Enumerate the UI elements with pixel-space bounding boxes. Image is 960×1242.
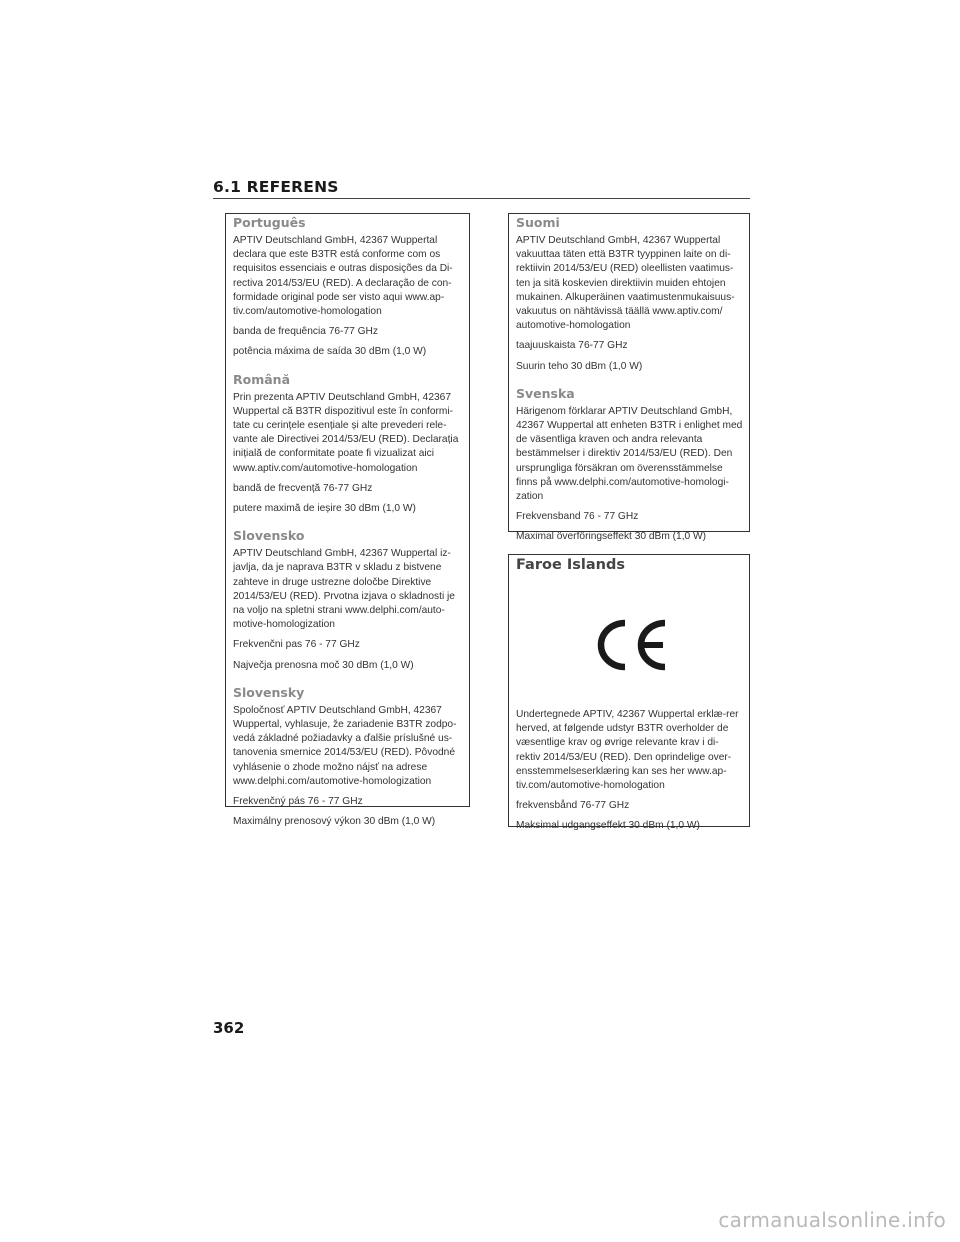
declaration-text: APTIV Deutschland GmbH, 42367 Wuppertal declara que este B3TR está conforme com os requisitos essenciais e outras disposições da Di-rectiva 2014/53/EU (RED). A declaração de con-formidade original pode ser visto aqui www.ap-tiv.com/automotive-homologation: [233, 235, 453, 318]
lang-block-slovensky: [233, 685, 463, 830]
faroe-declaration: [516, 708, 743, 840]
max-power: Suurin teho 30 dBm (1,0 W): [516, 360, 643, 372]
max-power: potência máxima de saída 30 dBm (1,0 W): [233, 346, 427, 358]
declarations-box-left: [225, 213, 470, 828]
frequency-band: taajuuskaista 76-77 GHz: [516, 340, 628, 352]
frequency-band: banda de frequência 76-77 GHz: [233, 326, 378, 338]
frequency-band: Frekvenčni pas 76 - 77 GHz: [233, 639, 360, 651]
max-power: Maximal överföringseffekt 30 dBm (1,0 W): [516, 531, 707, 543]
max-power: Največja prenosna moč 30 dBm (1,0 W): [233, 659, 414, 671]
declaration-text: Undertegnede APTIV, 42367 Wuppertal erklæ-rer herved, at følgende udstyr B3TR overholder de væsentlige krav og øvrige relevante krav i di-rektiv 2014/53/EU (RED). Den oprindelige over-ensstemmelseserklæring kan ses her www.ap-tiv.com/automotive-homologation: [516, 709, 739, 792]
lang-block-suomi: [516, 215, 743, 374]
max-power: Maksimal udgangseffekt 30 dBm (1,0 W): [516, 820, 700, 832]
declaration-text: APTIV Deutschland GmbH, 42367 Wuppertal iz-javlja, da je naprava B3TR v skladu z bistvene zahteve in druge ustrezne določbe Direktive 2014/53/EU (RED). Prvotna izjava o skladnosti je na voljo na spletni strani www.delphi.com/auto-motive-homologization: [233, 548, 455, 631]
max-power: Maximálny prenosový výkon 30 dBm (1,0 W): [233, 816, 436, 828]
ce-mark-icon: [589, 615, 671, 675]
lang-heading-slovensky: Slovensky: [233, 684, 305, 700]
declarations-box-right: [508, 213, 750, 543]
frequency-band: Frekvenčný pás 76 - 77 GHz: [233, 796, 363, 808]
lang-heading-portugues: Português: [233, 215, 306, 230]
lang-block-romana: [233, 372, 463, 517]
faroe-islands-title: Faroe Islands: [516, 557, 625, 573]
declaration-text: Härigenom förklarar APTIV Deutschland GmbH, 42367 Wuppertal att enheten B3TR i enlighet med de väsentliga kraven och andra relevanta bestämmelser i direktiv 2014/53/EU (RED). Den ursprungliga försäkran om överensstämmelse finns på www.delphi.com/automotive-homologi-zation: [516, 405, 743, 503]
lang-heading-suomi: Suomi: [516, 215, 560, 230]
lang-heading-romana: Română: [233, 371, 291, 387]
lang-heading-svenska: Svenska: [516, 385, 575, 401]
declaration-text: APTIV Deutschland GmbH, 42367 Wuppertal vakuuttaa täten että B3TR tyyppinen laite on di-rektiivin 2014/53/EU (RED) oleellisten vaatimus-ten ja sitä koskevien direktiivin muiden ehtojen mukainen. Alkuperäinen vaatimustenmukaisuus-vakuutus on nähtävissä täällä www.aptiv.com/ automotive-homologation: [516, 235, 735, 332]
lang-block-portugues: [233, 215, 463, 360]
declaration-text: Prin prezenta APTIV Deutschland GmbH, 42367 Wuppertal că B3TR dispozitivul este în conformi-tate cu cerințele esențiale și alte prevederi rele-vante ale Directivei 2014/53/EU (RED). Declarația inițială de conformitate poate fi vizualizat aici www.aptiv.com/automotive-homologation: [233, 391, 459, 474]
section-title: 6.1 REFERENS: [213, 178, 339, 196]
page-number: 362: [213, 1019, 245, 1037]
section-divider: [213, 198, 750, 199]
frequency-band: bandă de frecvență 76-77 GHz: [233, 482, 373, 494]
frequency-band: frekvensbånd 76-77 GHz: [516, 800, 630, 812]
lang-block-slovensko: [233, 528, 463, 673]
lang-block-svenska: [516, 386, 743, 545]
declaration-text: Spoločnosť APTIV Deutschland GmbH, 42367 Wuppertal, vyhlasuje, že zariadenie B3TR zodpo-vedá základné požiadavky a ďalšie príslušné us-tanovenia smernice 2014/53/EU (RED). Pôvodné vyhlásenie o zhode možno nájsť na adrese www.delphi.com/automotive-homologization: [233, 704, 457, 787]
frequency-band: Frekvensband 76 - 77 GHz: [516, 511, 639, 523]
lang-heading-slovensko: Slovensko: [233, 528, 305, 544]
max-power: putere maximă de ieșire 30 dBm (1,0 W): [233, 503, 416, 515]
faroe-islands-box: [508, 554, 750, 832]
watermark: carmanualsonline.info: [718, 1208, 946, 1232]
